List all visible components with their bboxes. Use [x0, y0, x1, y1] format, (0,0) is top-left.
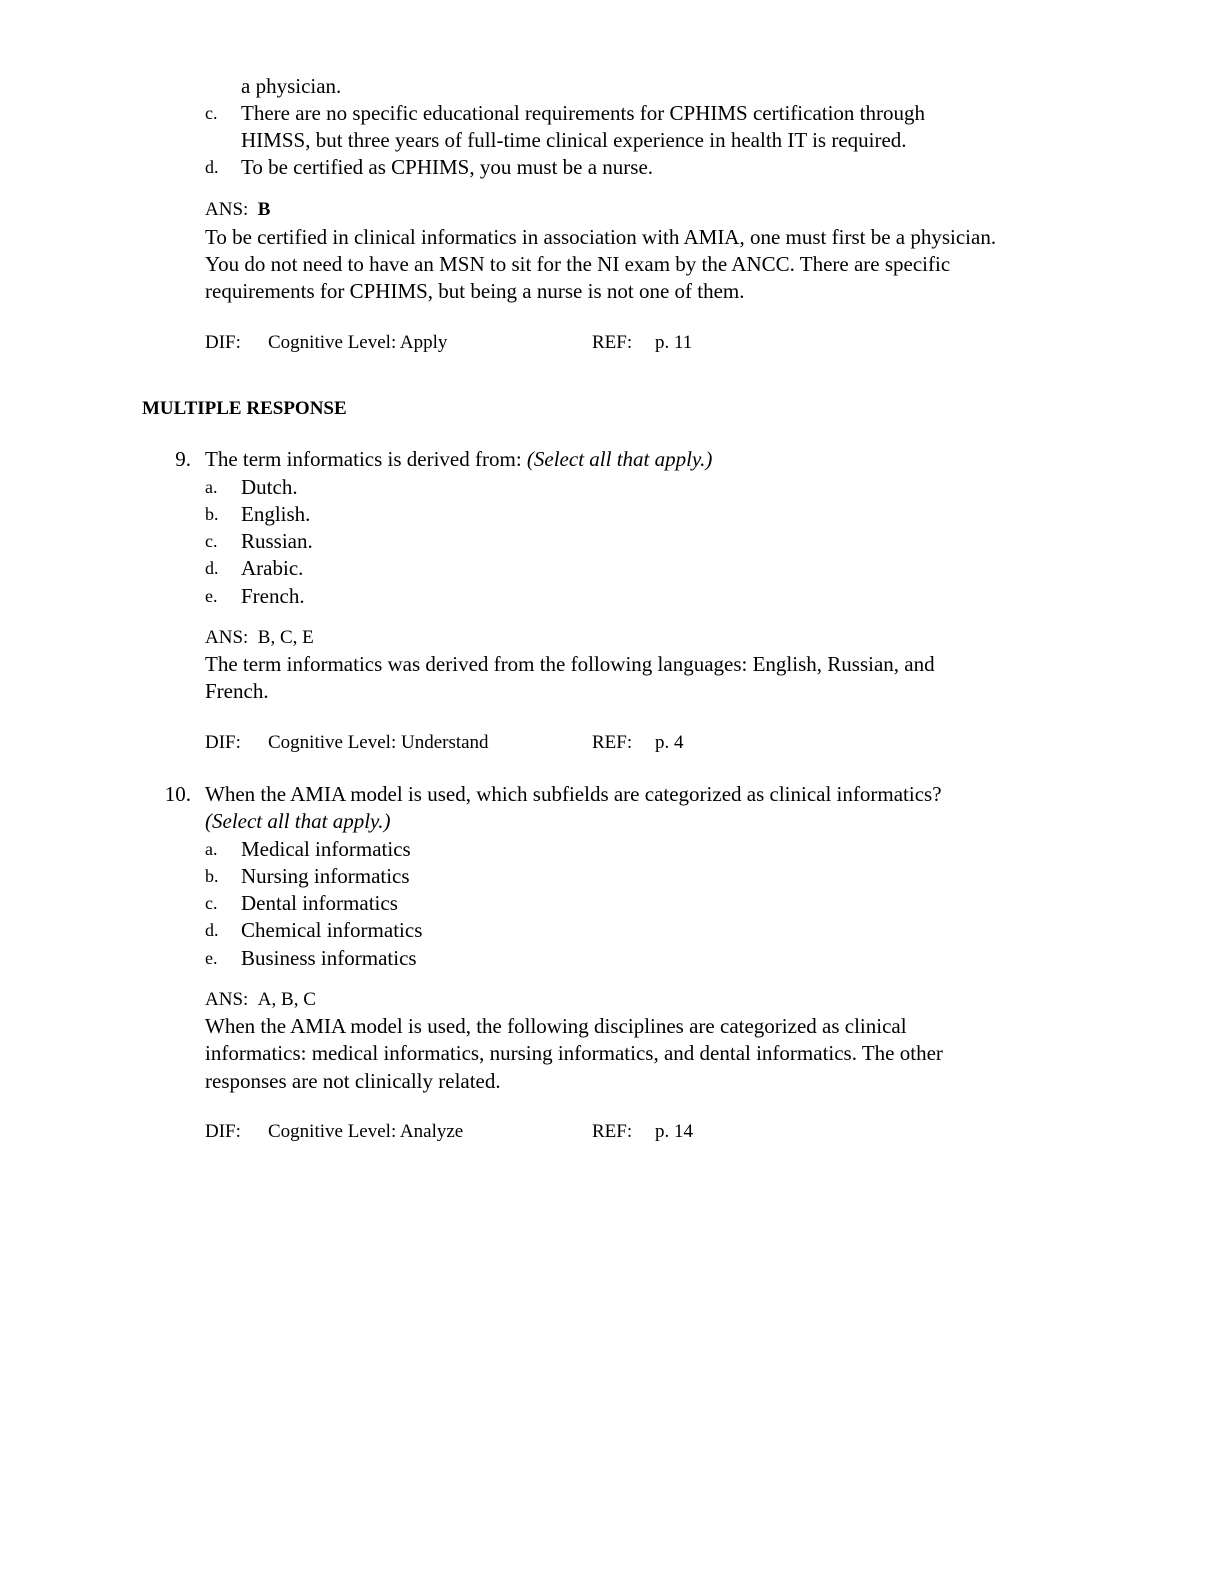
answer-value: B, C, E [257, 627, 314, 648]
answer-label: ANS: [205, 627, 249, 648]
rationale-line: The term informatics was derived from the following languages: English, Russian, and [205, 652, 935, 676]
ref-value: p. 14 [655, 1121, 693, 1142]
option-letter: e. [205, 948, 218, 968]
option-text: There are no specific educational requirements for CPHIMS certification through [241, 101, 926, 125]
option-letter: d. [205, 157, 219, 177]
option-text: To be certified as CPHIMS, you must be a nurse. [241, 155, 654, 179]
option-text: Nursing informatics [241, 864, 410, 888]
ref-label: REF: [592, 732, 633, 753]
answer-label: ANS: [205, 989, 249, 1010]
answer-value: B [257, 199, 271, 220]
section-heading: MULTIPLE RESPONSE [142, 398, 347, 419]
stem-instruction-text: (Select all that apply.) [205, 809, 391, 833]
rationale-line: To be certified in clinical informatics in association with AMIA, one must first be a physician. [205, 225, 997, 249]
option-text: Chemical informatics [241, 918, 423, 942]
option-b-tail: a physician. [241, 74, 342, 98]
option-letter: a. [205, 477, 218, 497]
dif-label: DIF: [205, 732, 241, 753]
option-letter: c. [205, 103, 218, 123]
option-letter: b. [205, 866, 219, 886]
option-letter: b. [205, 504, 219, 524]
option-letter: d. [205, 558, 219, 578]
question-number: 10. [164, 782, 191, 806]
dif-value: Cognitive Level: Analyze [268, 1121, 464, 1142]
dif-label: DIF: [205, 1121, 241, 1142]
option-text: English. [241, 502, 311, 526]
option-letter: c. [205, 531, 218, 551]
rationale-line: responses are not clinically related. [205, 1069, 501, 1093]
option-text: Business informatics [241, 946, 417, 970]
ref-label: REF: [592, 332, 633, 353]
answer-line [205, 624, 314, 651]
stem-instruction [205, 808, 390, 835]
answer-line [205, 986, 316, 1013]
dif-label: DIF: [205, 332, 241, 353]
answer-label: ANS: [205, 199, 249, 220]
ref-value: p. 4 [655, 732, 684, 753]
rationale-line: When the AMIA model is used, the following disciplines are categorized as clinical [205, 1014, 907, 1038]
option-text: Dental informatics [241, 891, 398, 915]
option-text: Arabic. [241, 556, 304, 580]
option-text: Medical informatics [241, 837, 411, 861]
ref-label: REF: [592, 1121, 633, 1142]
option-letter: a. [205, 839, 218, 859]
stem-instruction: (Select all that apply.) [526, 447, 713, 471]
question-number: 9. [175, 447, 191, 471]
rationale-line: French. [205, 679, 269, 703]
rationale-line: You do not need to have an MSN to sit for the NI exam by the ANCC. There are specific [205, 252, 951, 276]
rationale-line: requirements for CPHIMS, but being a nurse is not one of them. [205, 279, 745, 303]
option-text: Dutch. [241, 475, 298, 499]
option-text: French. [241, 584, 305, 608]
stem-text: The term informatics is derived from: [205, 447, 522, 471]
question-stem [205, 446, 712, 473]
option-letter: e. [205, 586, 218, 606]
answer-line [205, 196, 270, 223]
option-text: Russian. [241, 529, 313, 553]
dif-value: Cognitive Level: Apply [268, 332, 448, 353]
rationale-line: informatics: medical informatics, nursing informatics, and dental informatics. The other [205, 1041, 943, 1065]
option-letter: d. [205, 920, 219, 940]
option-letter: c. [205, 893, 218, 913]
ref-value: p. 11 [655, 332, 693, 353]
question-stem: When the AMIA model is used, which subfields are categorized as clinical informatics? [205, 782, 942, 806]
option-text: HIMSS, but three years of full-time clinical experience in health IT is required. [241, 128, 907, 152]
answer-value: A, B, C [257, 989, 316, 1010]
dif-value: Cognitive Level: Understand [268, 732, 489, 753]
